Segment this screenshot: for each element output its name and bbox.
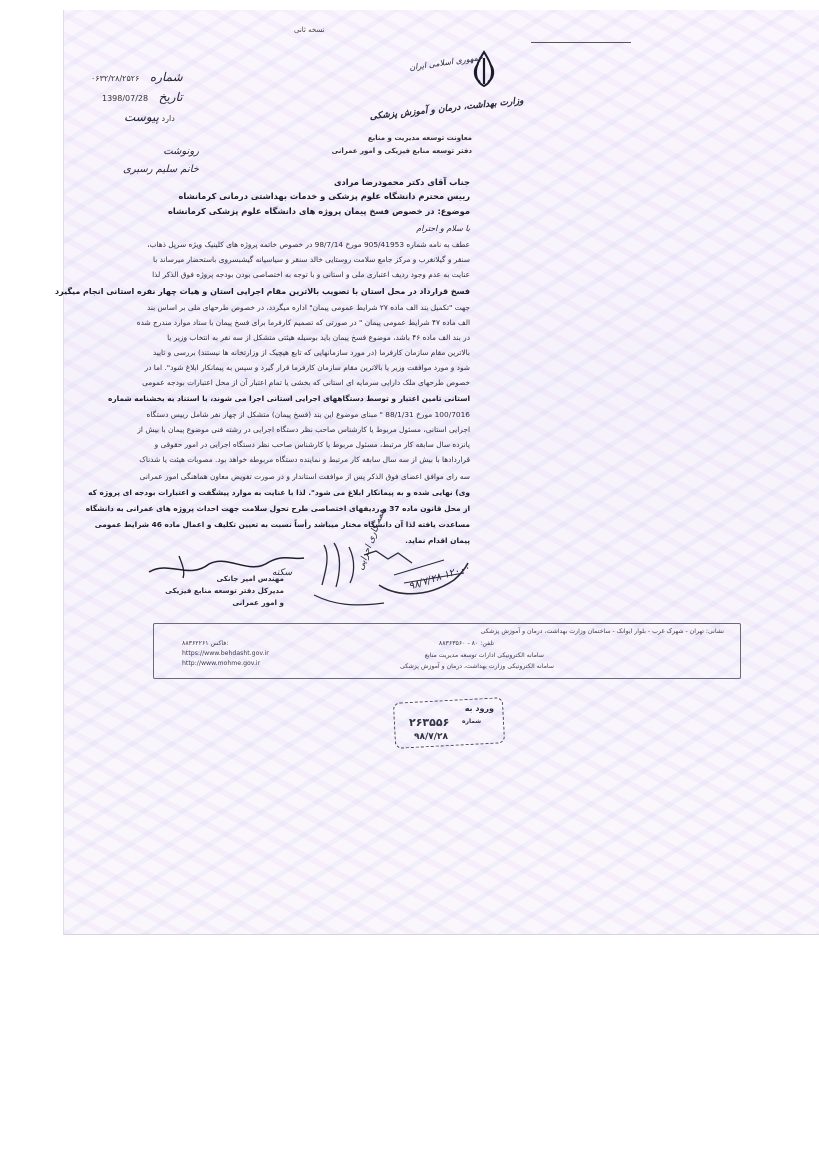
salutation: با سلام و احترام — [416, 224, 470, 233]
letter-number-row — [91, 70, 183, 84]
letter-number-value: ۰۶۳۲/۲۸/۲۵۲۶ — [91, 74, 140, 83]
body-line: پانزده سال سابقه کار مرتبط، مسئول مربوط یا کارشناس صاحب نظر دستگاه اجرایی در امور حقوقی و — [154, 440, 470, 449]
footer-fax-value: ۸۸۳۶۲۲۶۱ — [182, 640, 209, 647]
body-line: وی) نهایی شده و به پیمانکار ابلاغ می شود". لذا با عنایت به موارد پیشگفت و اعتبارات بودجه ای پروژه که — [88, 488, 470, 497]
body-line: شود و مورد موافقت وزیر یا بالاترین مقام سازمان کارفرما قرار گیرد و سپس به پیمانکار ابلاغ شود". اما در — [144, 363, 470, 372]
body-line: سنقر و گیلانغرب و مرکز جامع سلامت روستایی خالد سنقر و سیاسیانه گیشبسروی باستحضار میرساند با — [152, 255, 470, 264]
footer-fax — [182, 640, 228, 647]
footer-email-link[interactable]: https://www.behdasht.gov.ir — [182, 650, 269, 657]
attachment-label: پیوست — [124, 110, 159, 124]
copy-note: نسخه ثانی — [294, 26, 325, 34]
body-line: پیمان اقدام نماید. — [405, 536, 470, 545]
letter-number-label: شماره — [149, 70, 183, 84]
handwritten-note: همه کاری اجرایی — [356, 507, 388, 572]
footer-portal-2: سامانه الکترونیکی وزارت بهداشت، درمان و آموزش پزشکی — [400, 663, 554, 670]
body-line: قراردادها با بیش از سه سال سابقه کار مرتبط و نماینده دستگاه مربوطه خواهد بود. مصوبات هیئت یا شدناک — [139, 455, 470, 464]
body-line: خصوص طرحهای ملک دارایی سرمایه ای استانی که بخشی یا تمام اعتبار آن از محل اعتبارات بودجه عمومی — [142, 378, 470, 387]
recipient-name: جناب آقای دکتر محمودرضا مرادی — [333, 177, 470, 187]
ministry-name: وزارت بهداشت، درمان و آموزش پزشکی — [369, 96, 525, 123]
cc-note-label: رونوشت — [163, 146, 199, 157]
stamp-date: ۹۸/۷/۲۸ — [414, 732, 449, 742]
body-line: جهت "تکمیل بند الف ماده ۲۷ شرایط عمومی پیمان" اداره میگردد، در خصوص طرحهای ملی بر اساس بند — [146, 303, 470, 312]
signer-title-2: و امور عمرانی — [232, 598, 284, 607]
footer-portal-1: سامانه الکترونیکی ادارات توسعه مدیریت منابع — [424, 652, 544, 659]
body-line: 100/7016 مورخ 88/1/31 " مبنای موضوع این بند (فسخ پیمان) متشکل از چهار نفر شامل رییس دستگاه — [146, 410, 470, 419]
attachment-value: دارد — [161, 114, 175, 123]
stamp-number: ۲۶۳۵۵۶ — [409, 716, 450, 729]
document-page — [55, 10, 819, 935]
body-line: عطف به نامه شماره 905/41953 مورخ 98/7/14 در خصوص خاتمه پروژه های کلینیک ویژه سرپل ذهاب، — [147, 240, 470, 249]
body-line: بالاترین مقام سازمان کارفرما (در مورد سازمانهایی که تابع هیچیک از وزارتخانه ها نیستند) بررسی و تایید — [152, 348, 470, 357]
top-rule — [531, 42, 631, 43]
department-line1: معاونت توسعه مدیریت و منابع — [367, 134, 472, 142]
cc-note-name: خانم سلیم رسبری — [123, 164, 199, 175]
signer-title: مدیرکل دفتر توسعه منابع فیزیکی — [165, 586, 284, 595]
footer-fax-label: فاکس: — [210, 640, 229, 647]
attachment-row — [116, 110, 175, 124]
footer-web-link[interactable]: http://www.mohme.gov.ir — [182, 660, 261, 667]
body-line: استانی تامین اعتبار و توسط دستگاههای اجرایی استانی اجرا می شوند، با استناد به بخشنامه شماره — [108, 394, 470, 403]
stamp-entry-label: ورود به — [464, 704, 494, 713]
body-line: اجرایی استانی، مسئول مربوط یا کارشناس صاحب نظر دستگاه اجرایی در رشته فنی موضوع پیمان با بیش از — [137, 425, 470, 434]
letter-subject: موضوع: در خصوص فسخ پیمان پروژه های دانشگاه علوم پزشکی کرمانشاه — [168, 206, 470, 216]
recipient-title: رییس محترم دانشگاه علوم پزشکی و خدمات بهداشتی درمانی کرمانشاه — [178, 191, 470, 201]
footer-phone: تلفن: ۸۰ - ۸۸۳۶۳۵۶۰ — [438, 640, 494, 647]
republic-title: جمهوری اسلامی ایران — [408, 52, 484, 73]
stamp-number-label: شماره — [462, 718, 482, 725]
letter-date-row — [102, 90, 183, 104]
body-line: الف ماده ۴۷ شرایط عمومی پیمان " در صورتی که تصمیم کارفرما برای فسخ پیمان با ستاد موارد مندرج شده — [136, 318, 470, 327]
body-line: سه رای موافق اعضای فوق الذکر پس از موافقت استاندار و در صورت تفویض معاون هماهنگی امور عمرانی — [139, 472, 470, 481]
signature-initial: سکته — [272, 568, 293, 578]
body-line: از محل قانون ماده 37 و ردیفهای اختصاصی طرح تحول سلامت جهت احداث پروژه های عمرانی به دانشگاه — [85, 504, 470, 513]
body-line: عنایت به عدم وجود ردیف اعتباری ملی و استانی و با توجه به اختصاصی بودن بودجه پروژه فوق الذکر لذا — [152, 270, 470, 279]
footer-address: نشانی: تهران - شهرک غرب - بلوار ایوانک - ساختمان وزارت بهداشت، درمان و آموزش پزشکی — [480, 628, 724, 635]
body-line: فسخ قرارداد در محل استان با تصویب بالاترین مقام اجرایی استان و هیات چهار نفره استانی انجام میگیرد — [55, 287, 470, 296]
letter-date-label: تاریخ — [158, 90, 183, 104]
body-line: مساعدت یافته لذا آن دانشگاه مختار میباشد رأساً نسبت به تعیین تکلیف و اعمال ماده 46 شرایط عمومی — [94, 520, 470, 529]
body-line: در بند الف ماده ۴۶ باشد، موضوع فسخ پیمان باید بوسیله هیئتی متشکل از سه نفر به انتخاب وزیر یا — [167, 333, 470, 342]
handwritten-date: ۹۸/۷/۲۸ ۱۲۰۰۰ — [407, 562, 472, 593]
signer-name: مهندس امیر جانکی — [216, 574, 284, 583]
letter-date-value: 1398/07/28 — [102, 94, 149, 103]
department-line2: دفتر توسعه منابع فیزیکی و امور عمرانی — [331, 147, 472, 155]
